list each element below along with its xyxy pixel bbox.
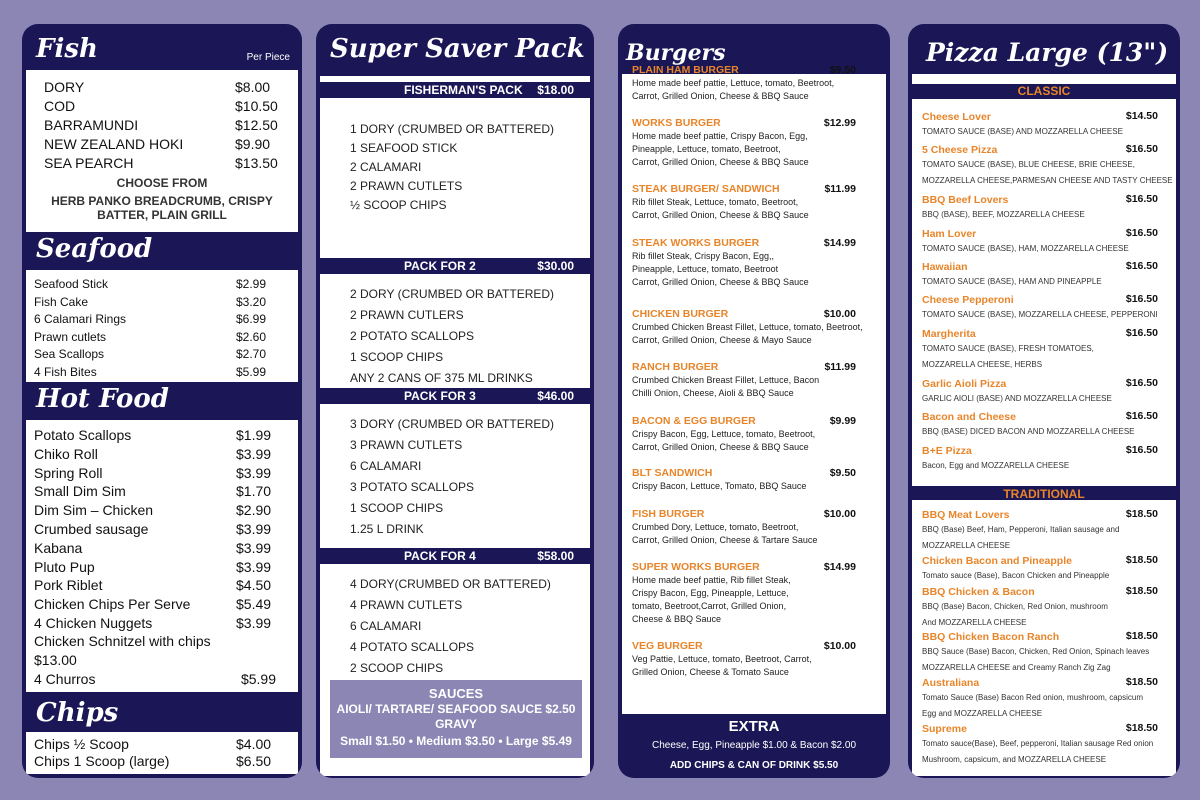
pizza-name: Garlic Aioli Pizza: [922, 378, 1007, 390]
churros-item: 4 Churros: [34, 671, 96, 687]
menu-row: [34, 753, 280, 770]
chips-list: [34, 736, 280, 770]
pizza-price: $16.50: [1125, 444, 1158, 456]
sauces-title: SAUCES: [428, 686, 484, 701]
pizza-item: [922, 410, 1166, 440]
pizza-desc: TOMATO SAUCE (BASE), BLUE CHEESE, BRIE CHEESE,: [922, 160, 1135, 169]
pizza-desc: BBQ (BASE) DICED BACON AND MOZZARELLA CHEESE: [922, 427, 1135, 436]
item-name: Crumbed sausage: [34, 520, 149, 537]
hot-food-title: Hot Food: [36, 384, 169, 414]
burger-item: [632, 308, 876, 347]
burger-desc: Carrot, Grilled Onion, Cheese & BBQ Sauce: [632, 210, 809, 220]
burger-desc: Carrot, Grilled Onion, Cheese & Mayo Sauce: [632, 335, 812, 345]
burger-desc: Home made beef pattie, Crispy Bacon, Egg,: [632, 131, 808, 141]
pizza-desc: TOMATO SAUCE (BASE), HAM AND PINEAPPLE: [922, 277, 1102, 286]
item-name: Sea Scallops: [34, 347, 105, 361]
pack-name: FISHERMAN'S PACK: [404, 83, 523, 97]
burger-desc: Crumbed Chicken Breast Fillet, Lettuce, Bacon: [632, 375, 820, 385]
classic-label: CLASSIC: [912, 84, 1176, 99]
menu-row: [34, 595, 280, 614]
pizza-item: [922, 377, 1166, 407]
item-price: $2.99: [236, 277, 267, 291]
pack-line: 6 CALAMARI: [350, 619, 422, 633]
pizza-price: $16.50: [1125, 260, 1158, 272]
pack-line: ½ SCOOP CHIPS: [350, 198, 447, 212]
pizza-price: $16.50: [1125, 293, 1158, 305]
item-name: Small Dim Sim: [34, 483, 126, 500]
pizza-name: Australiana: [922, 677, 980, 689]
pack-line: 4 POTATO SCALLOPS: [350, 640, 475, 654]
item-price: $3.99: [236, 520, 272, 537]
extra-line: Cheese, Egg, Pineapple $1.00 & Bacon $2.00: [651, 740, 857, 751]
burger-desc: Cheese & BBQ Sauce: [632, 614, 722, 624]
burger-desc: Rib fillet Steak, Lettuce, tomato, Beetroot,: [632, 197, 799, 207]
pizza-price: $18.50: [1125, 585, 1158, 597]
chips-box: [26, 732, 298, 774]
pizza-price: $16.50: [1125, 193, 1158, 205]
burger-desc: Grilled Onion, Cheese & Tomato Sauce: [632, 667, 789, 677]
pizza-price: $18.50: [1125, 722, 1158, 734]
pizza-classic-box: [912, 74, 1176, 486]
pack-line: 2 PRAWN CUTLETS: [350, 179, 463, 193]
pizza-price: $18.50: [1125, 630, 1158, 642]
burger-price: $9.50: [829, 467, 856, 479]
menu-row: [34, 482, 280, 501]
burger-price: $9.50: [829, 64, 856, 76]
burger-item: [632, 361, 876, 400]
pizza-title: Pizza Large (13"): [926, 38, 1169, 67]
item-price: $8.00: [235, 79, 271, 95]
item-price: $9.90: [235, 136, 271, 152]
schnitzel-price: $13.00: [34, 652, 77, 668]
pizza-desc: MOZZARELLA CHEESE: [922, 541, 1011, 550]
item-name: Potato Scallops: [34, 427, 132, 443]
pack-price: $58.00: [537, 549, 574, 563]
burger-desc: Crispy Bacon, Egg, Pineapple, Lettuce,: [632, 588, 789, 598]
pizza-name: BBQ Beef Lovers: [922, 194, 1009, 206]
pizza-item: [922, 327, 1166, 373]
pack-line: 2 SCOOP CHIPS: [350, 661, 444, 675]
pizza-desc: TOMATO SAUCE (BASE), MOZZARELLA CHEESE, PEPPERONI: [922, 310, 1158, 319]
menu-row: [34, 445, 280, 464]
super-saver-title: Super Saver Pack: [330, 34, 585, 64]
burger-desc: Crispy Bacon, Lettuce, Tomato, BBQ Sauce: [632, 481, 807, 491]
burger-price: $14.99: [823, 561, 856, 573]
burger-price: $14.99: [823, 237, 856, 249]
churros-price: $5.99: [240, 671, 276, 687]
burger-name: FISH BURGER: [632, 508, 705, 520]
burger-desc: Home made beef pattie, Lettuce, tomato, Beetroot,: [632, 78, 835, 88]
pack-line: 3 DORY (CRUMBED OR BATTERED): [350, 417, 555, 431]
pack-name: PACK FOR 4: [404, 549, 476, 563]
item-price: $3.99: [236, 464, 272, 481]
pizza-item: [922, 260, 1166, 290]
burger-desc: Pineapple, Lettuce, tomato, Beetroot: [632, 264, 779, 274]
pizza-desc: And MOZZARELLA CHEESE: [922, 618, 1027, 627]
fish-box: [26, 70, 298, 232]
menu-row: [34, 294, 280, 312]
pizza-desc: GARLIC AIOLI (BASE) AND MOZZARELLA CHEESE: [922, 394, 1112, 403]
item-price: $3.99: [236, 445, 272, 462]
menu-row: [34, 346, 280, 364]
pizza-item: [922, 585, 1166, 631]
pack-line: 1.25 L DRINK: [350, 522, 424, 536]
burger-desc: Crumbed Dory, Lettuce, tomato, Beetroot,: [632, 522, 799, 532]
pack-line: 2 PRAWN CUTLERS: [350, 308, 464, 322]
item-price: $3.99: [236, 539, 272, 556]
schnitzel-item: Chicken Schnitzel with chips: [34, 633, 211, 649]
item-name: Prawn cutlets: [34, 329, 107, 344]
burger-desc: Rib fillet Steak, Crispy Bacon, Egg,,: [632, 251, 775, 261]
pizza-item: [922, 676, 1166, 722]
pack-line: 1 SCOOP CHIPS: [350, 501, 444, 515]
pizza-price: $16.50: [1125, 143, 1158, 155]
item-name: BARRAMUNDI: [44, 117, 139, 133]
burger-item: [632, 237, 876, 289]
burger-price: $10.00: [823, 308, 856, 320]
pack-line: 3 POTATO SCALLOPS: [350, 480, 475, 494]
pack-line: 1 SCOOP CHIPS: [350, 350, 444, 364]
pizza-traditional-box: [912, 500, 1176, 776]
burger-item: [632, 117, 876, 169]
pack-line: 1 SEAFOOD STICK: [350, 141, 458, 155]
pizza-name: Ham Lover: [922, 228, 977, 240]
burgers-box: [622, 64, 886, 714]
burger-desc: Carrot, Grilled Onion, Cheese & Tartare Sauce: [632, 535, 818, 545]
burger-price: $9.99: [829, 415, 856, 427]
pack-line: 2 CALAMARI: [350, 160, 422, 174]
sauces-line1: AIOLI/ TARTARE/ SEAFOOD SAUCE $2.50: [336, 702, 576, 716]
hot-food-list: [34, 426, 280, 633]
pizza-price: $16.50: [1125, 410, 1158, 422]
extra-title: EXTRA: [728, 718, 780, 735]
item-name: Chiko Roll: [34, 445, 98, 462]
pizza-name: B+E Pizza: [922, 445, 972, 457]
burger-price: $11.99: [824, 361, 856, 373]
pizza-item: [922, 143, 1173, 189]
item-price: $13.50: [235, 155, 278, 171]
item-price: $4.00: [236, 736, 272, 752]
burger-name: BLT SANDWICH: [632, 467, 713, 479]
burger-desc: Veg Pattie, Lettuce, tomato, Beetroot, Carrot,: [632, 654, 812, 664]
pack-items: [350, 414, 554, 540]
burger-desc: Carrot, Grilled Onion, Cheese & BBQ Sauce: [632, 277, 809, 287]
burger-item: [632, 640, 876, 679]
item-price: $3.20: [236, 294, 267, 309]
item-name: Chips ½ Scoop: [34, 736, 129, 752]
item-price: $5.49: [236, 596, 272, 613]
burger-desc: tomato, Beetroot,Carrot, Grilled Onion,: [632, 601, 787, 611]
fish-list: [44, 78, 279, 173]
menu-row: [34, 364, 280, 382]
pack-header: [320, 548, 590, 564]
pizza-desc: TOMATO SAUCE (BASE), FRESH TOMATOES,: [922, 344, 1094, 353]
item-name: Spring Roll: [34, 464, 103, 481]
panel-burgers: [618, 24, 890, 778]
panel-super-saver: [316, 24, 594, 778]
item-price: $5.99: [236, 364, 267, 379]
item-name: Kabana: [34, 539, 83, 556]
burger-desc: Carrot, Grilled Onion, Cheese & BBQ Sauce: [632, 442, 809, 452]
burger-desc: Pineapple, Lettuce, tomato, Beetroot,: [632, 144, 781, 154]
pizza-desc: MOZZARELLA CHEESE, HERBS: [922, 360, 1043, 369]
menu-row: [44, 154, 279, 173]
burger-desc: Chilli Onion, Cheese, Aioli & BBQ Sauce: [632, 388, 794, 398]
pizza-name: Supreme: [922, 723, 967, 735]
pizza-name: Bacon and Cheese: [922, 411, 1016, 423]
burger-price: $10.00: [823, 640, 856, 652]
panel-fish-column: [22, 24, 302, 778]
pizza-item: [922, 110, 1166, 140]
item-name: Pork Riblet: [34, 577, 103, 594]
seafood-list: [34, 276, 280, 381]
pizza-price: $16.50: [1125, 327, 1158, 339]
pizza-name: BBQ Meat Lovers: [922, 509, 1010, 521]
item-name: Seafood Stick: [34, 277, 109, 291]
pizza-price: $16.50: [1125, 227, 1158, 239]
menu-row: [34, 311, 280, 329]
menu-row: [34, 464, 280, 483]
burger-item: [632, 561, 876, 626]
pack-price: $30.00: [537, 259, 574, 273]
burger-price: $12.99: [823, 117, 856, 129]
pack-header: [320, 388, 590, 404]
item-name: SEA PEARCH: [44, 155, 134, 171]
menu-row: [34, 501, 280, 520]
pizza-name: Cheese Lover: [922, 111, 991, 123]
pack-line: 6 CALAMARI: [350, 459, 422, 473]
burger-name: RANCH BURGER: [632, 361, 719, 373]
item-name: Fish Cake: [34, 294, 89, 309]
pack-items: [350, 284, 554, 389]
pizza-desc: MOZZARELLA CHEESE and Creamy Ranch Zig Zag: [922, 663, 1111, 672]
pizza-desc: BBQ Sauce (Base) Bacon, Chicken, Red Onion, Spinach leaves: [922, 647, 1150, 656]
burger-item: [632, 467, 876, 493]
pizza-price: $16.50: [1125, 377, 1158, 389]
pizza-desc: Egg and MOZZARELLA CHEESE: [922, 709, 1043, 718]
pizza-desc: TOMATO SAUCE (BASE) AND MOZZARELLA CHEESE: [922, 127, 1123, 136]
item-price: $2.70: [236, 347, 267, 361]
burger-item: [632, 64, 876, 103]
pack-header: [320, 82, 590, 98]
panel-pizza: [908, 24, 1180, 778]
pizza-name: Hawaiian: [922, 261, 968, 273]
sauces-box: [330, 680, 582, 758]
burger-name: BACON & EGG BURGER: [632, 415, 756, 427]
burger-desc: Carrot, Grilled Onion, Cheese & BBQ Sauce: [632, 91, 809, 101]
pizza-desc: Tomato sauce(Base), Beef, pepperoni, Italian sausage Red onion: [922, 739, 1154, 748]
pack-name: PACK FOR 2: [404, 259, 476, 273]
pizza-item: [922, 444, 1166, 474]
pizza-desc: TOMATO SAUCE (BASE), HAM, MOZZARELLA CHEESE: [922, 244, 1129, 253]
pack-line: 2 DORY (CRUMBED OR BATTERED): [350, 287, 555, 301]
pack-line: 3 PRAWN CUTLETS: [350, 438, 463, 452]
pizza-name: Cheese Pepperoni: [922, 294, 1014, 306]
pack-line: 1 DORY (CRUMBED OR BATTERED): [350, 122, 555, 136]
item-price: $1.70: [236, 483, 272, 500]
pizza-price: $14.50: [1125, 110, 1158, 122]
burger-item: [632, 183, 876, 222]
burger-name: CHICKEN BURGER: [632, 308, 729, 320]
pizza-item: [922, 227, 1166, 257]
pizza-item: [922, 630, 1166, 676]
menu-row: [44, 116, 279, 135]
menu-row: [34, 520, 280, 539]
pizza-desc: Tomato Sauce (Base) Bacon Red onion, mushroom, capsicum: [922, 693, 1143, 702]
pizza-item: [922, 193, 1166, 223]
item-price: $2.60: [236, 329, 267, 344]
item-price: $6.99: [236, 312, 267, 326]
pack-price: $46.00: [537, 389, 574, 403]
pack-price: $18.00: [537, 83, 574, 97]
pack-line: ANY 2 CANS OF 375 ML DRINKS: [350, 371, 533, 385]
pizza-desc: BBQ (Base) Beef, Ham, Pepperoni, Italian sausage and: [922, 525, 1120, 534]
item-name: NEW ZEALAND HOKI: [44, 136, 184, 152]
menu-row: [34, 329, 280, 347]
pizza-item: [922, 508, 1166, 554]
saver-box: [320, 76, 590, 776]
item-price: $12.50: [235, 117, 278, 133]
pizza-name: BBQ Chicken & Bacon: [922, 586, 1035, 598]
pizza-item: [922, 722, 1166, 768]
sauces-line3: Small $1.50 • Medium $3.50 • Large $5.49: [340, 734, 572, 748]
burger-name: STEAK BURGER/ SANDWICH: [632, 183, 780, 195]
burger-name: SUPER WORKS BURGER: [632, 561, 760, 573]
menu-row: [34, 426, 280, 445]
item-price: $4.50: [236, 577, 272, 594]
item-name: COD: [44, 98, 76, 114]
fish-options: HERB PANKO BREADCRUMB, CRISPY BATTER, PLAIN GRILL: [51, 194, 273, 222]
pizza-desc: Tomato sauce (Base), Bacon Chicken and Pineapple: [922, 571, 1110, 580]
pizza-name: 5 Cheese Pizza: [922, 144, 998, 156]
chips-title: Chips: [36, 698, 119, 728]
menu-row: [44, 78, 279, 97]
pizza-price: $18.50: [1125, 508, 1158, 520]
choose-from-label: CHOOSE FROM: [116, 176, 208, 190]
burger-desc: Home made beef pattie, Rib fillet Steak,: [632, 575, 791, 585]
seafood-title: Seafood: [36, 234, 153, 264]
menu-row: [34, 576, 280, 595]
menu-row: [34, 558, 280, 577]
item-name: 6 Calamari Rings: [34, 312, 127, 326]
pizza-name: Chicken Bacon and Pineapple: [922, 555, 1072, 567]
burger-name: PLAIN HAM BURGER: [632, 64, 739, 76]
burger-name: VEG BURGER: [632, 640, 703, 652]
pizza-desc: BBQ (BASE), BEEF, MOZZARELLA CHEESE: [922, 210, 1085, 219]
pizza-price: $18.50: [1125, 554, 1158, 566]
pack-line: 4 DORY(CRUMBED OR BATTERED): [350, 577, 551, 591]
pack-items: [350, 120, 554, 215]
pack-header: [320, 258, 590, 274]
item-price: $3.99: [236, 614, 272, 631]
pizza-item: [922, 293, 1166, 323]
extra-add: ADD CHIPS & CAN OF DRINK $5.50: [669, 760, 839, 771]
hot-food-box: [26, 420, 298, 692]
burger-item: [632, 415, 876, 454]
burger-desc: Crispy Bacon, Egg, Lettuce, tomato, Beetroot,: [632, 429, 816, 439]
pizza-desc: Mushroom, capsicum, and MOZZARELLA CHEESE: [922, 755, 1107, 764]
item-price: $10.50: [235, 98, 278, 114]
fish-title: Fish: [36, 34, 98, 64]
burgers-title: Burgers: [626, 40, 726, 66]
pack-line: 4 PRAWN CUTLETS: [350, 598, 463, 612]
item-name: Chicken Chips Per Serve: [34, 596, 191, 613]
sauces-line2: GRAVY: [435, 717, 477, 731]
traditional-label: TRADITIONAL: [1003, 487, 1085, 501]
menu-row: [34, 736, 280, 753]
menu-row: [44, 97, 279, 116]
pizza-price: $18.50: [1125, 676, 1158, 688]
burger-name: WORKS BURGER: [632, 117, 721, 129]
pizza-desc: MOZZARELLA CHEESE,PARMESAN CHEESE AND TASTY CHEESE: [922, 176, 1173, 185]
item-name: DORY: [44, 79, 85, 95]
burger-item: [632, 508, 876, 547]
burger-desc: Crumbed Chicken Breast Fillet, Lettuce, tomato, Beetroot,: [632, 322, 863, 332]
item-price: $2.90: [236, 502, 272, 519]
pack-line: 2 POTATO SCALLOPS: [350, 329, 475, 343]
item-price: $6.50: [236, 753, 272, 769]
menu-row: [44, 135, 279, 154]
burger-price: $11.99: [824, 183, 856, 195]
item-name: Pluto Pup: [34, 558, 95, 575]
pizza-name: BBQ Chicken Bacon Ranch: [922, 631, 1060, 643]
menu-row: [34, 539, 280, 558]
item-name: Chips 1 Scoop (large): [34, 753, 170, 769]
item-name: 4 Fish Bites: [34, 364, 97, 379]
pizza-desc: BBQ (Base) Bacon, Chicken, Red Onion, mushroom: [922, 602, 1108, 611]
item-price: $1.99: [236, 427, 272, 443]
item-name: Dim Sim – Chicken: [34, 502, 154, 519]
menu-row: [34, 276, 280, 294]
item-price: $3.99: [236, 558, 272, 575]
seafood-box: [26, 270, 298, 382]
menu-row: [34, 614, 280, 633]
item-name: 4 Chicken Nuggets: [34, 614, 153, 631]
burger-desc: Carrot, Grilled Onion, Cheese & BBQ Sauce: [632, 157, 809, 167]
per-piece-label: Per Piece: [246, 52, 290, 63]
pack-name: PACK FOR 3: [404, 389, 476, 403]
pizza-item: [922, 554, 1166, 584]
burger-price: $10.00: [823, 508, 856, 520]
pizza-name: Margherita: [922, 328, 976, 340]
burger-name: STEAK WORKS BURGER: [632, 237, 760, 249]
pizza-desc: Bacon, Egg and MOZZARELLA CHEESE: [922, 461, 1070, 470]
